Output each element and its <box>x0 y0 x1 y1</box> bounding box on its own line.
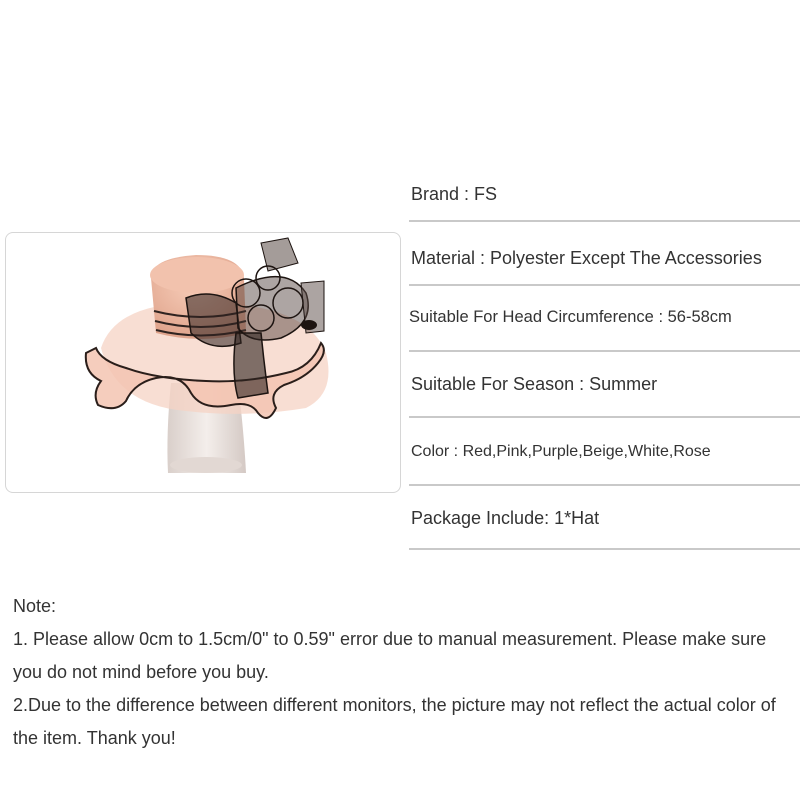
hat-photo-icon <box>6 233 400 492</box>
spec-row-material <box>409 222 800 286</box>
spec-brand: Brand : FS <box>411 184 498 204</box>
spec-material: Material : Polyester Except The Accessories <box>411 248 762 268</box>
spec-package: Package Include: 1*Hat <box>411 508 600 528</box>
notes-section <box>13 590 798 755</box>
mannequin-neck-shadow <box>170 457 242 473</box>
note-measurement: 1. Please allow 0cm to 1.5cm/0" to 0.59" error due to manual measurement. Please make sure you do not mind before you buy. <box>13 629 767 682</box>
spec-row-season <box>409 352 800 418</box>
spec-row-package <box>409 486 800 550</box>
hat-crown-top <box>150 257 244 293</box>
notes-heading: Note: <box>13 596 57 616</box>
spec-row-color <box>409 418 800 486</box>
spec-season: Suitable For Season : Summer <box>411 374 658 394</box>
spec-head-circumference: Suitable For Head Circumference : 56-58cm <box>409 308 732 326</box>
spec-color: Color : Red,Pink,Purple,Beige,White,Rose <box>411 443 711 460</box>
spec-row-brand <box>409 160 800 222</box>
spec-row-head-circumference <box>409 286 800 352</box>
product-image-card <box>5 232 401 493</box>
note-monitor-color: 2.Due to the difference between different monitors, the picture may not reflect the actual color of the item. Thank you! <box>13 695 776 748</box>
